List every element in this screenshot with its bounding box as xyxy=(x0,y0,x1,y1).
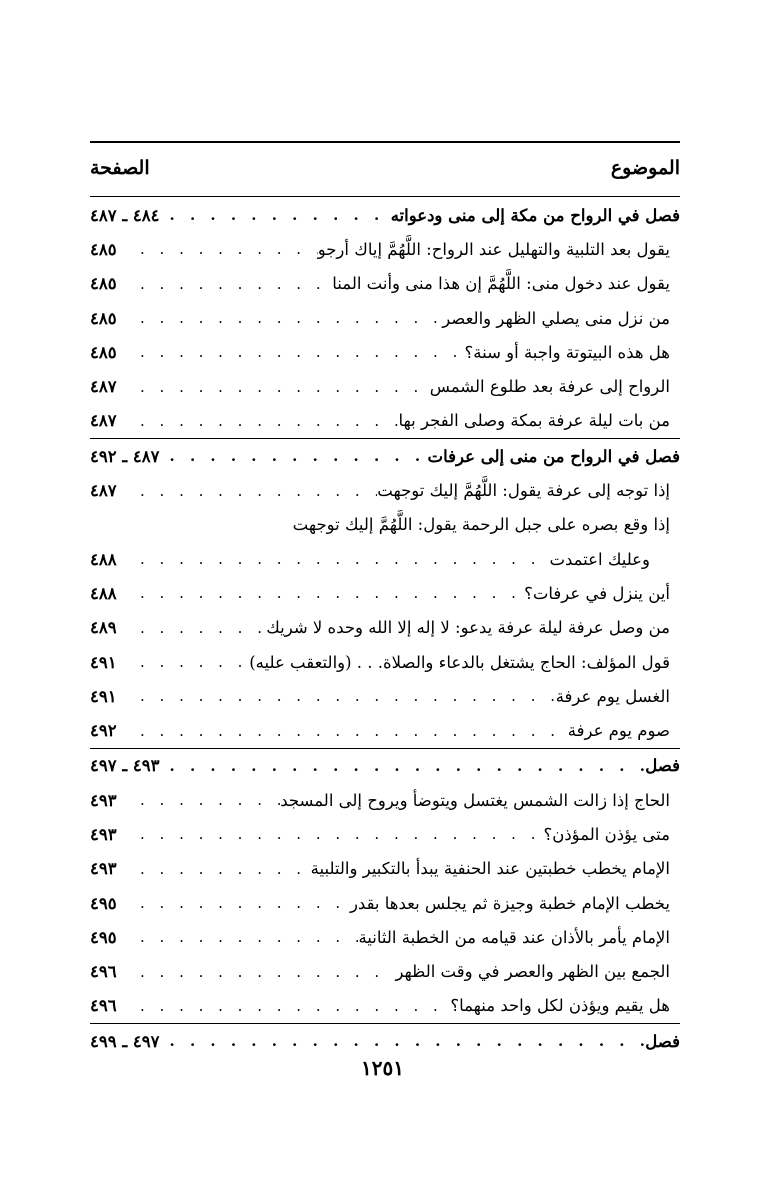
toc-entry-row xyxy=(90,989,680,1024)
leader-dots xyxy=(130,722,568,740)
toc-entry-row xyxy=(90,645,680,679)
toc-entry-page: ٤٩٦ xyxy=(90,962,117,982)
toc-entry-page: ٤٩٣ xyxy=(90,859,117,879)
leader-dots xyxy=(130,240,318,258)
toc-entry-title: فصل xyxy=(645,756,680,776)
leader-dots xyxy=(160,757,646,775)
toc-entry-title: إذا توجه إلى عرفة يقول: اللَّهُمَّ إليك توجهت xyxy=(377,481,670,501)
toc-entry-row xyxy=(90,852,680,886)
toc-entry-title: وعليك اعتمدت xyxy=(549,549,650,569)
toc-entry-row xyxy=(90,920,680,954)
toc-section-row xyxy=(90,749,680,783)
toc-entry-title: هل هذه البيتوتة واجبة أو سنة؟ xyxy=(464,342,670,362)
leader-dots xyxy=(130,343,465,361)
leader-dots xyxy=(130,860,311,878)
toc-entry-title: هل يقيم ويؤذن لكل واحد منهما؟ xyxy=(450,996,670,1016)
toc-entry-title: قول المؤلف: الحاج يشتغل بالدعاء والصلاة. . . (والتعقب عليه) xyxy=(249,652,670,672)
leader-dots xyxy=(130,653,249,671)
leader-dots xyxy=(130,275,332,293)
toc-section-row xyxy=(90,1024,680,1058)
toc-entry-title: من بات ليلة عرفة بمكة وصلى الفجر بها xyxy=(398,411,670,431)
toc-entry-title: من وصل عرفة ليلة عرفة يدعو: لا إله إلا الله وحده لا شريك xyxy=(266,618,670,638)
toc-section-row xyxy=(90,198,680,232)
toc-entry-row xyxy=(90,473,680,507)
leader-dots xyxy=(130,550,549,568)
leader-dots xyxy=(160,447,428,465)
toc-entry-title: متى يؤذن المؤذن؟ xyxy=(543,824,670,844)
toc-entry-title: إذا وقع بصره على جبل الرحمة يقول: اللَّهُمَّ إليك توجهت xyxy=(292,515,670,535)
toc-entry-row xyxy=(90,301,680,335)
header-page: الصفحة xyxy=(90,157,150,179)
toc-entry-page: ٤٨٨ xyxy=(90,583,117,603)
toc-entry-page: ٤٩٥ xyxy=(90,927,117,947)
leader-dots xyxy=(130,894,350,912)
toc-entry-page: ٤٨٨ xyxy=(90,549,117,569)
header-rule xyxy=(90,196,680,197)
toc-entry-title: يقول عند دخول منى: اللَّهُمَّ إن هذا منى وأنت المنا xyxy=(332,274,670,294)
leader-dots xyxy=(130,928,358,946)
leader-dots xyxy=(130,584,524,602)
leader-dots xyxy=(130,378,430,396)
toc-entry-title: أين ينزل في عرفات؟ xyxy=(524,583,670,603)
toc-entry-title: الإمام يأمر بالأذان عند قيامه من الخطبة الثانية xyxy=(358,927,670,947)
toc-entry-page: ٤٨٩ xyxy=(90,618,117,638)
toc-entry-row xyxy=(90,783,680,817)
toc-entry-page: ٤٩٥ xyxy=(90,893,117,913)
toc-entry-page: ٤٨٧ xyxy=(90,377,117,397)
leader-dots xyxy=(160,206,391,224)
leader-dots xyxy=(130,825,543,843)
toc-entry-title: الجمع بين الظهر والعصر في وقت الظهر xyxy=(395,962,670,982)
toc-entry-row xyxy=(90,955,680,989)
leader-dots xyxy=(130,619,266,637)
toc-entry-title: يخطب الإمام خطبة وجيزة ثم يجلس بعدها بقدر xyxy=(349,893,670,913)
toc-entry-title: الرواح إلى عرفة بعد طلوع الشمس xyxy=(429,377,670,397)
toc-entry-title: من نزل منى يصلي الظهر والعصر xyxy=(442,308,670,328)
toc-entry-row xyxy=(90,886,680,920)
toc-entry-row xyxy=(90,611,680,645)
toc-entry-page: ٤٩٢ xyxy=(90,721,117,741)
leader-dots xyxy=(130,309,442,327)
toc-entry-page: ٤٨٤ ـ ٤٨٧ xyxy=(90,205,160,225)
toc-entry-row xyxy=(90,335,680,369)
toc-entry-row xyxy=(90,679,680,713)
toc-header xyxy=(90,150,680,186)
toc-entry-row xyxy=(90,576,680,610)
toc-entry-page: ٤٨٥ xyxy=(90,308,117,328)
top-rule xyxy=(90,141,680,143)
toc-entry-title: الحاج إذا زالت الشمس يغتسل ويتوضأ ويروح إلى المسجد xyxy=(280,790,670,810)
toc-entry-title: فصل في الرواح من منى إلى عرفات xyxy=(427,446,680,466)
toc-entry-row xyxy=(90,369,680,403)
toc-entry-row xyxy=(90,508,680,542)
toc-entry-row xyxy=(90,817,680,851)
toc-entry-page: ٤٨٧ xyxy=(90,481,117,501)
toc-entry-page: ٤٩٣ ـ ٤٩٧ xyxy=(90,756,160,776)
toc-entry-page: ٤٨٧ xyxy=(90,411,117,431)
toc-entry-title: فصل xyxy=(645,1031,680,1051)
leader-dots xyxy=(130,791,280,809)
leader-dots xyxy=(130,687,556,705)
leader-dots xyxy=(130,412,399,430)
toc-entry-title: فصل في الرواح من مكة إلى منى ودعواته xyxy=(390,205,680,225)
toc-entry-page: ٤٨٧ ـ ٤٩٢ xyxy=(90,446,160,466)
toc-entry-page: ٤٩٦ xyxy=(90,996,117,1016)
toc-entry-page: ٤٩١ xyxy=(90,652,117,672)
toc-entry-row xyxy=(90,713,680,748)
leader-dots xyxy=(130,963,395,981)
toc-entry-row xyxy=(90,404,680,439)
toc-entry-page: ٤٨٥ xyxy=(90,342,117,362)
toc-entry-page: ٤٩٧ ـ ٤٩٩ xyxy=(90,1031,160,1051)
toc-entry-title: يقول بعد التلبية والتهليل عند الرواح: اللَّهُمَّ إياك أرجو xyxy=(317,239,670,259)
toc-section-row xyxy=(90,439,680,473)
header-subject: الموضوع xyxy=(610,157,680,179)
toc-entry-row xyxy=(90,267,680,301)
toc-entry-row xyxy=(90,232,680,266)
leader-dots xyxy=(130,997,450,1015)
toc-entry-page: ٤٩١ xyxy=(90,686,117,706)
toc-entry-title: الإمام يخطب خطبتين عند الحنفية يبدأ بالتكبير والتلبية xyxy=(310,859,670,879)
toc-entry-page: ٤٨٥ xyxy=(90,274,117,294)
leader-dots xyxy=(160,1032,646,1050)
page-number: ١٢٥١ xyxy=(361,1056,404,1080)
toc-entry-title: صوم يوم عرفة xyxy=(567,721,670,741)
toc-list xyxy=(90,198,680,1058)
toc-entry-row xyxy=(90,542,680,576)
toc-entry-page: ٤٩٣ xyxy=(90,790,117,810)
toc-entry-page: ٤٨٥ xyxy=(90,239,117,259)
toc-entry-title: الغسل يوم عرفة xyxy=(555,686,670,706)
toc-entry-page: ٤٩٣ xyxy=(90,824,117,844)
leader-dots xyxy=(130,482,377,500)
